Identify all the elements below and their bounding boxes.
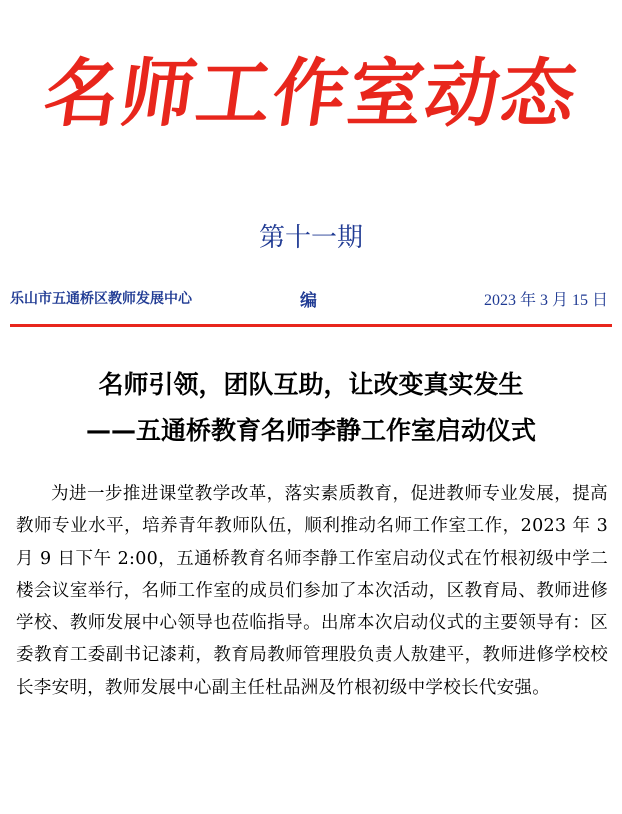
masthead — [18, 40, 604, 148]
header-divider — [10, 324, 612, 327]
article-headline: 名师引领，团队互助，让改变真实发生 — [98, 370, 524, 399]
edit-label: 编 — [300, 291, 317, 311]
masthead-title: 名师工作室动态 — [38, 51, 584, 137]
issue-number: 第十一期 — [258, 223, 363, 253]
publication-date: 2023 年 3 月 15 日 — [483, 292, 608, 309]
publication-meta — [10, 286, 610, 310]
publisher-name: 乐山市五通桥区教师发展中心 — [10, 291, 192, 307]
article-subheadline: ——五通桥教育名师李静工作室启动仪式 — [85, 416, 536, 445]
article-body: 为进一步推进课堂教学改革，落实素质教育，促进教师专业发展，提高教师专业水平，培养青年教师队伍，顺利推动名师工作室工作，2023 年 3 月 9 日下午 2:00，五通桥教育名师李静工作室启动仪式在竹根初级中学二楼会议室举行，名师工作室的成员们参加了本次活动，区教育局、教师进修学校、教师发展中心领导也莅临指导。出席本次启动仪式的主要领导有：区委教育工委副书记漆莉，教育局教师管理股负责人敖建平，教师进修学校校长李安明，教师发展中心副主任杜品洲及竹根初级中学校长代安强。 — [16, 484, 608, 698]
